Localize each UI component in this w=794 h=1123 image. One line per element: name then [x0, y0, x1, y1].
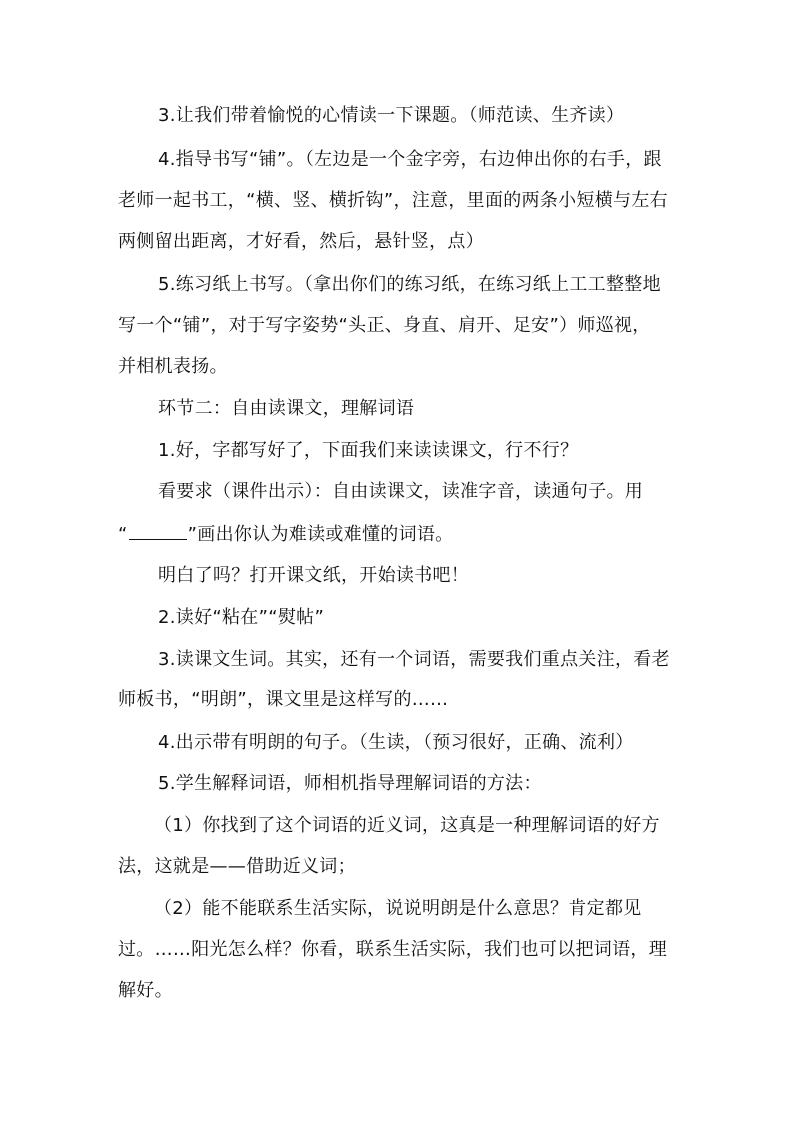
open-quote: “: [118, 524, 128, 545]
paragraph-line: 看要求（课件出示）：自由读课文，读准字音，读通句子。用: [158, 481, 644, 502]
section-heading: 环节二：自由读课文，理解词语: [158, 398, 415, 419]
paragraph-line: 4.指导书写“铺”。（左边是一个金字旁，右边伸出你的右手，跟: [158, 149, 662, 170]
paragraph-line: 5.学生解释词语，师相机指导理解词语的方法：: [158, 773, 542, 794]
paragraph-line-with-blank: [118, 525, 453, 545]
paragraph-line: 过。……阳光怎么样？你看，联系生活实际，我们也可以把词语，理: [118, 939, 667, 960]
paragraph-line: 并相机表扬。: [118, 356, 228, 377]
paragraph-line: （2）能不能联系生活实际，说说明朗是什么意思？肯定都见: [154, 898, 642, 919]
paragraph-line: 写一个“铺”，对于写字姿势“头正、身直、肩开、足安”）师巡视，: [118, 315, 651, 336]
paragraph-line: 两侧留出距离，才好看，然后，悬针竖，点）: [118, 231, 484, 252]
blank-instruction: ”画出你认为难读或难懂的词语。: [187, 524, 454, 545]
paragraph-line: 2.读好“粘在”“熨帖”: [158, 607, 325, 628]
paragraph-line: 老师一起书工，“横、竖、横折钩”，注意，里面的两条小短横与左右: [118, 190, 668, 211]
paragraph-line: （1）你找到了这个词语的近义词，这真是一种理解词语的好方: [154, 815, 660, 836]
underline-blank: [129, 525, 187, 540]
paragraph-line: 4.出示带有明朗的句子。（生读，（预习很好，正确、流利）: [158, 732, 634, 753]
paragraph-line: 法，这就是——借助近义词；: [118, 856, 356, 877]
paragraph-line: 1.好，字都写好了，下面我们来读读课文，行不行？: [158, 440, 579, 461]
paragraph-line: 师板书，“明朗”，课文里是这样写的……: [118, 689, 449, 710]
paragraph-line: 3.让我们带着愉悦的心情读一下课题。（师范读、生齐读）: [158, 105, 625, 126]
paragraph-line: 5.练习纸上书写。（拿出你们的练习纸，在练习纸上工工整整地: [158, 274, 661, 295]
paragraph-line: 明白了吗？打开课文纸，开始读书吧！: [158, 565, 470, 586]
paragraph-line: 3.读课文生词。其实，还有一个词语，需要我们重点关注，看老: [158, 649, 670, 670]
paragraph-line: 解好。: [118, 980, 173, 1001]
